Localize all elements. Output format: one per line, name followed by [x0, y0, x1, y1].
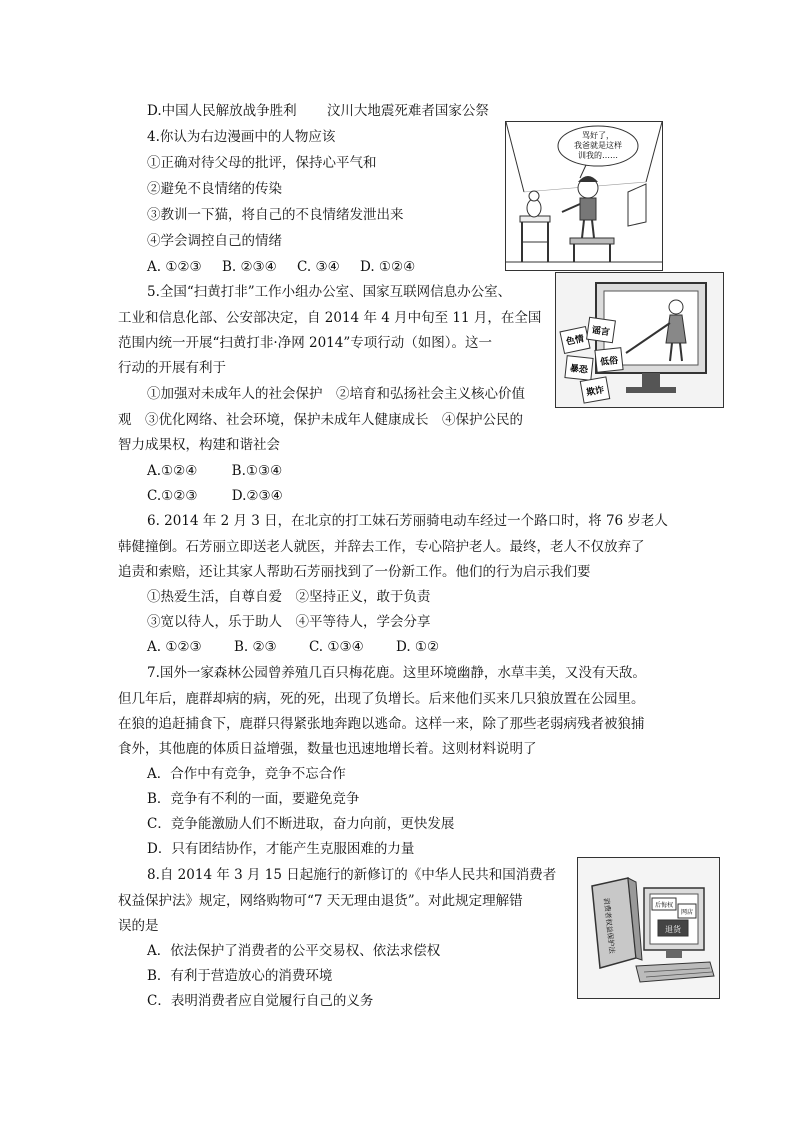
q5-stem-line-4: 行动的开展有利于 [118, 360, 226, 376]
q8-stem-line-3: 误的是 [118, 918, 159, 934]
screen-label-shop: 网店 [680, 909, 694, 916]
q6-stem-line-2: 韩健撞倒。石芳丽立即送老人就医，并辞去工作，专心陪护老人。最终，老人不仅放弃了 [118, 539, 645, 555]
q7-stem-line-3: 在狼的追赶捕食下，鹿群只得紧张地奔跑以逃命。这样一来，除了那些老弱病残者被狼捕 [118, 716, 645, 732]
label-porn: 色情 [565, 334, 586, 348]
q3-option-d [147, 101, 489, 121]
q4-item-4: ④学会调控自己的情绪 [147, 233, 282, 249]
q5-stem-line-1: 5.全国“扫黄打非”工作小组办公室、国家互联网信息办公室、 [147, 284, 512, 300]
q8-option-a: A．依法保护了消费者的公平交易权、依法求偿权 [147, 943, 441, 959]
q7-stem-line-2: 但几年后，鹿群却病的病，死的死，出现了负增长。后来他们买来几只狼放置在公园里。 [118, 691, 645, 707]
screen-label-return: 退货 [665, 925, 681, 934]
q6-option-b: B. ②③ [233, 639, 277, 655]
q6-stem-line-1: 6. 2014 年 2 月 3 日，在北京的打工妹石芳丽骑电动车经过一个路口时，将 76 岁老人 [147, 513, 668, 529]
q5-options-row-2 [147, 486, 283, 506]
q4-options [147, 257, 415, 277]
label-rumor: 谣言 [591, 325, 611, 339]
q5-stem-line-3: 范围内统一开展“扫黄打非·净网 2014”专项行动（如图）。这一 [118, 335, 492, 351]
q6-option-d: D. ①② [396, 639, 440, 655]
speech-line-2: 我爸就是这样 [574, 141, 622, 150]
q7-option-d: D．只有团结协作，才能产生克服困难的力量 [147, 841, 415, 857]
q5-item-line-3: 智力成果权，构建和谐社会 [118, 437, 280, 453]
q4-item-2: ②避免不良情绪的传染 [147, 181, 282, 197]
q5-options-row-1 [147, 461, 282, 481]
q5-option-b: B.①③④ [231, 463, 283, 479]
q5-item-line-1: ①加强对未成年人的社会保护 ②培育和弘扬社会主义核心价值 [147, 386, 525, 402]
q7-option-a: A．合作中有竞争，竞争不忘合作 [147, 766, 346, 782]
q6-options [147, 637, 439, 657]
q5-option-a: A.①②④ [147, 463, 198, 479]
q4-option-b: B. ②③④ [221, 259, 277, 275]
q6-stem-line-3: 追责和索赔，还让其家人帮助石芳丽找到了一份新工作。他们的行为启示我们要 [118, 564, 591, 580]
q7-stem-line-1: 7.国外一家森林公园曾养殖几百只梅花鹿。这里环境幽静，水草丰美，又没有天敌。 [147, 665, 646, 681]
q4-item-3: ③教训一下猫，将自己的不良情绪发泄出来 [147, 207, 404, 223]
q8-stem-line-1: 8.自 2014 年 3 月 15 日起施行的新修订的《中华人民共和国消费者 [147, 867, 557, 883]
q5-item-line-2: 观 ③优化网络、社会环境，保护未成年人健康成长 ④保护公民的 [118, 412, 523, 428]
q6-item-line-2: ③宽以待人，乐于助人 ④平等待人，学会分享 [147, 614, 431, 630]
law-book-title: 消费者权益保护法 [602, 897, 616, 954]
q7-option-b: B．竞争有不利的一面，要避免竞争 [147, 791, 360, 807]
q4-item-1: ①正确对待父母的批评，保持心平气和 [147, 155, 377, 171]
q8-option-c: C．表明消费者应自觉履行自己的义务 [147, 993, 374, 1009]
label-terror: 暴恐 [569, 364, 589, 376]
speech-line-1: 骂好了， [582, 131, 614, 140]
q3-option-d-part1: D.中国人民解放战争胜利 [147, 103, 297, 119]
q8-picture [577, 857, 720, 999]
q4-option-d: D. ①②④ [359, 259, 416, 275]
q7-stem-line-4: 食外，其他鹿的体质日益增强，数量也迅速地增长着。这则材料说明了 [118, 741, 537, 757]
q4-option-a: A. ①②③ [147, 259, 202, 275]
q3-option-d-part2: 汶川大地震死难者国家公祭 [326, 103, 489, 119]
q8-stem-line-2: 权益保护法》规定，网络购物可“7 天无理由退货”。对此规定理解错 [118, 893, 523, 909]
q8-option-b: B．有利于营造放心的消费环境 [147, 968, 333, 984]
q6-item-line-1: ①热爱生活，自尊自爱 ②坚持正义，敢于负责 [147, 589, 431, 605]
speech-line-3: 训我的…… [578, 151, 618, 160]
q4-cartoon [505, 121, 663, 271]
screen-label-regret: 后悔权 [654, 902, 674, 909]
label-vulgar: 低俗 [599, 356, 619, 368]
q5-stem-line-2: 工业和信息化部、公安部决定，自 2014 年 4 月中旬至 11 月，在全国 [118, 310, 542, 326]
q4-stem: 4.你认为右边漫画中的人物应该 [147, 129, 336, 145]
q7-option-c: C．竞争能激励人们不断进取，奋力向前，更快发展 [147, 816, 455, 832]
q4-option-c: C. ③④ [297, 259, 340, 275]
cat [527, 199, 541, 217]
q6-option-c: C. ①③④ [308, 639, 364, 655]
q5-option-c: C.①②③ [147, 488, 198, 504]
q5-picture [555, 272, 724, 408]
label-fraud: 欺诈 [585, 385, 606, 399]
q5-option-d: D.②③④ [231, 488, 283, 504]
q6-option-a: A. ①②③ [147, 639, 202, 655]
